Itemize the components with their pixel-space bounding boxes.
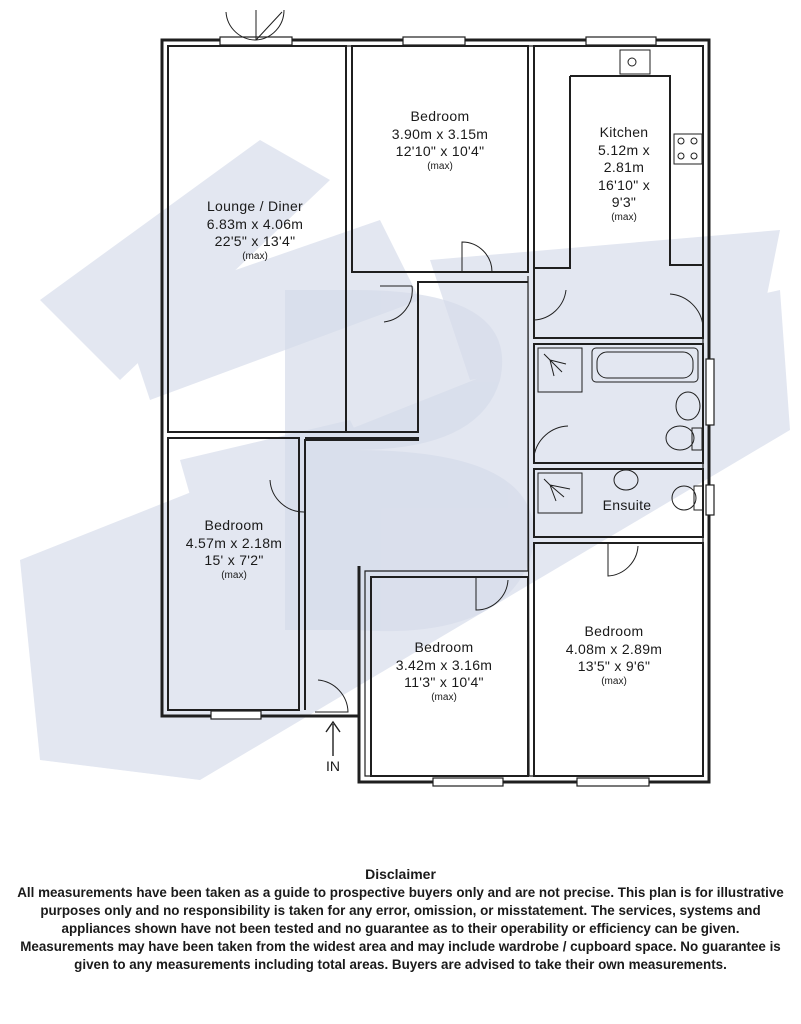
room-size-imperial: 16'10" x xyxy=(597,176,651,193)
hob xyxy=(674,134,702,164)
room-size-imperial: 12'10" x 10'4" xyxy=(395,143,485,159)
lounge-label xyxy=(185,198,325,263)
entrance-label: IN xyxy=(326,758,340,774)
ensuite-label xyxy=(590,497,664,515)
room-name: Lounge / Diner xyxy=(206,198,304,214)
room-size-metric: 2.81m xyxy=(603,159,645,175)
entrance-arrow-icon xyxy=(326,722,340,756)
window xyxy=(211,711,261,719)
room-name: Bedroom xyxy=(584,623,644,639)
room-size-note: (max) xyxy=(431,691,457,703)
room-size-imperial: 13'5" x 9'6" xyxy=(577,658,651,674)
room-size-metric: 3.42m x 3.16m xyxy=(395,656,493,673)
door-arc xyxy=(608,543,638,576)
window xyxy=(403,37,465,45)
kitchen-sink-drain xyxy=(628,58,636,66)
kitchen-sink xyxy=(620,50,650,74)
window xyxy=(586,37,656,45)
room-name: Ensuite xyxy=(602,497,652,513)
room-size-imperial: 22'5" x 13'4" xyxy=(214,233,296,249)
toilet-cistern xyxy=(694,486,703,510)
bedroom-left-label xyxy=(166,517,302,582)
disclaimer xyxy=(14,866,787,974)
room-size-note: (max) xyxy=(242,250,268,262)
hob-ring xyxy=(678,138,684,144)
room-size-note: (max) xyxy=(601,675,627,687)
room-size-note: (max) xyxy=(611,211,637,223)
room-name: Bedroom xyxy=(410,108,470,124)
room-size-imperial: 11'3" x 10'4" xyxy=(404,674,484,690)
french-door xyxy=(226,10,284,40)
room-size-metric: 5.12m x xyxy=(598,141,650,158)
room-name: Bedroom xyxy=(414,639,474,655)
room-size-metric: 4.08m x 2.89m xyxy=(565,640,663,657)
room-name: Bedroom xyxy=(204,517,264,533)
disclaimer-title: Disclaimer xyxy=(365,866,436,882)
window xyxy=(577,778,649,786)
hob-ring xyxy=(691,153,697,159)
room-size-imperial: 15' x 7'2" xyxy=(204,552,264,568)
room-size-note: (max) xyxy=(221,569,247,581)
room-name: Kitchen xyxy=(599,124,649,140)
bedroom-right-label xyxy=(544,623,684,688)
kitchen-label xyxy=(576,124,672,224)
room-size-note: (max) xyxy=(427,160,453,172)
window xyxy=(433,778,503,786)
room-size-metric: 6.83m x 4.06m xyxy=(206,215,304,232)
disclaimer-body: All measurements have been taken as a guide to prospective buyers only and are not precise. This plan is for illustrative purposes only and no responsibility is taken for any error, omission, or misstatement. The services, systems and appliances shown have not been tested and no guarantee as to their operability or efficiency can be given. Measurements may have been taken from the widest area and may include wardrobe / cupboard space. No guarantee is given to any measurements including total areas. Buyers are advised to take their own measurements. xyxy=(17,885,784,973)
window xyxy=(706,359,714,425)
window xyxy=(706,485,714,515)
room-size-metric: 3.90m x 3.15m xyxy=(391,125,489,142)
room-size-metric: 4.57m x 2.18m xyxy=(185,534,283,551)
hob-ring xyxy=(678,153,684,159)
bedroom-mid-label xyxy=(374,639,514,704)
bedroom-top-label xyxy=(368,108,512,173)
hob-ring xyxy=(691,138,697,144)
room-size-imperial: 9'3" xyxy=(611,194,637,210)
